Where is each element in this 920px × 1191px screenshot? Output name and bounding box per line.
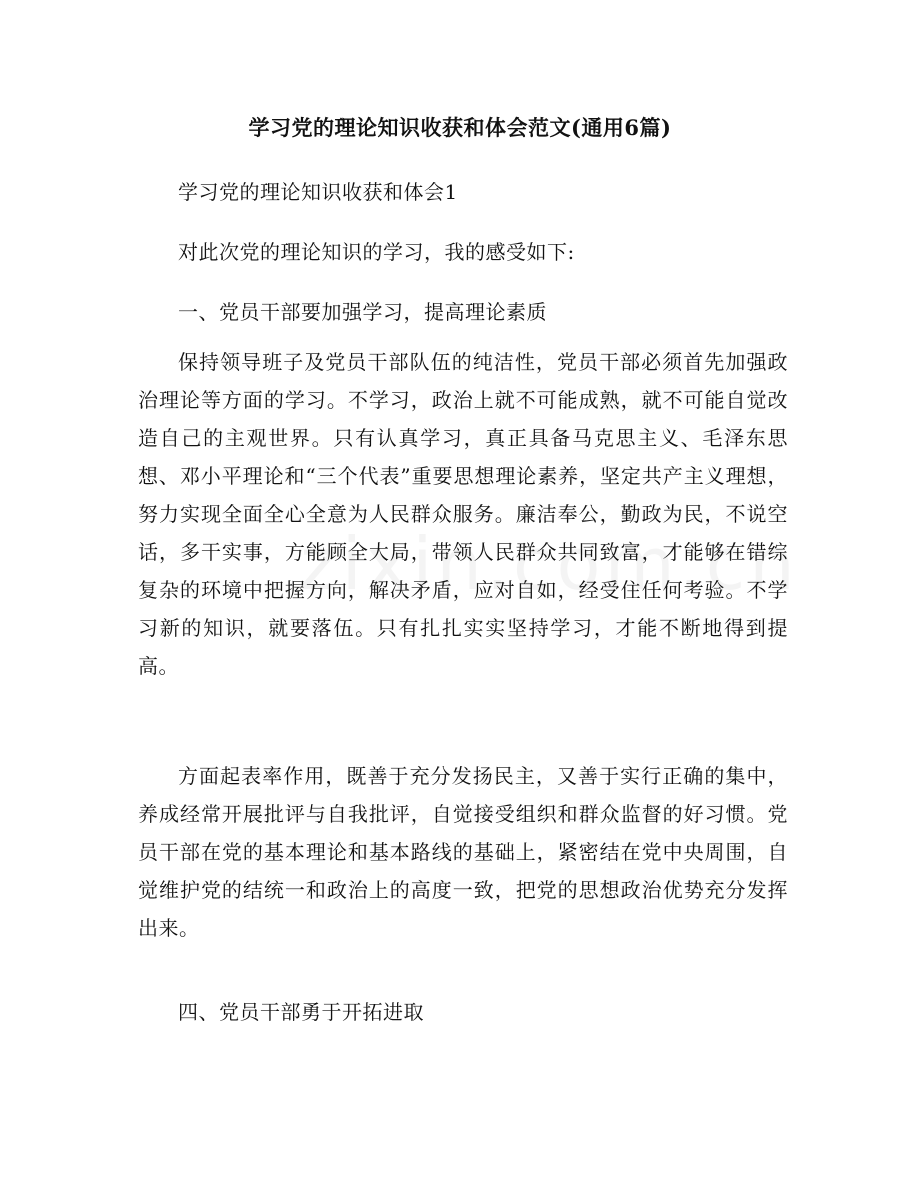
section-subtitle: 学习党的理论知识收获和体会1	[178, 180, 458, 204]
intro-text: 对此次党的理论知识的学习，我的感受如下:	[178, 240, 575, 264]
heading-one: 一、党员干部要加强学习，提高理论素质	[178, 300, 547, 324]
document-title: 学习党的理论知识收获和体会范文(通用6篇)	[248, 115, 672, 140]
heading-four: 四、党员干部勇于开拓进取	[178, 1000, 424, 1024]
paragraph-one: 保持领导班子及党员干部队伍的纯洁性，党员干部必须首先加强政治理论等方面的学习。不学习，政治上就不可能成熟，就不可能自觉改造自己的主观世界。只有认真学习，真正具备马克思主义、毛泽东思想、邓小平理论和“三个代表”重要思想理论素养，坚定共产主义理想，努力实现全面全心全意为人民群众服务。廉洁奉公，勤政为民，不说空话，多干实事，方能顾全大局，带领人民群众共同致富，才能够在错综复杂的环境中把握方向，解决矛盾，应对自如，经受住任何考验。不学习新的知识，就要落伍。只有扎扎实实坚持学习，才能不断地得到提高。	[138, 350, 788, 678]
paragraph-two: 方面起表率作用，既善于充分发扬民主，又善于实行正确的集中，养成经常开展批评与自我批评，自觉接受组织和群众监督的好习惯。党员干部在党的基本理论和基本路线的基础上，紧密结在党中央周围，自觉维护党的结统一和政治上的高度一致，把党的思想政治优势充分发挥出来。	[138, 764, 788, 940]
